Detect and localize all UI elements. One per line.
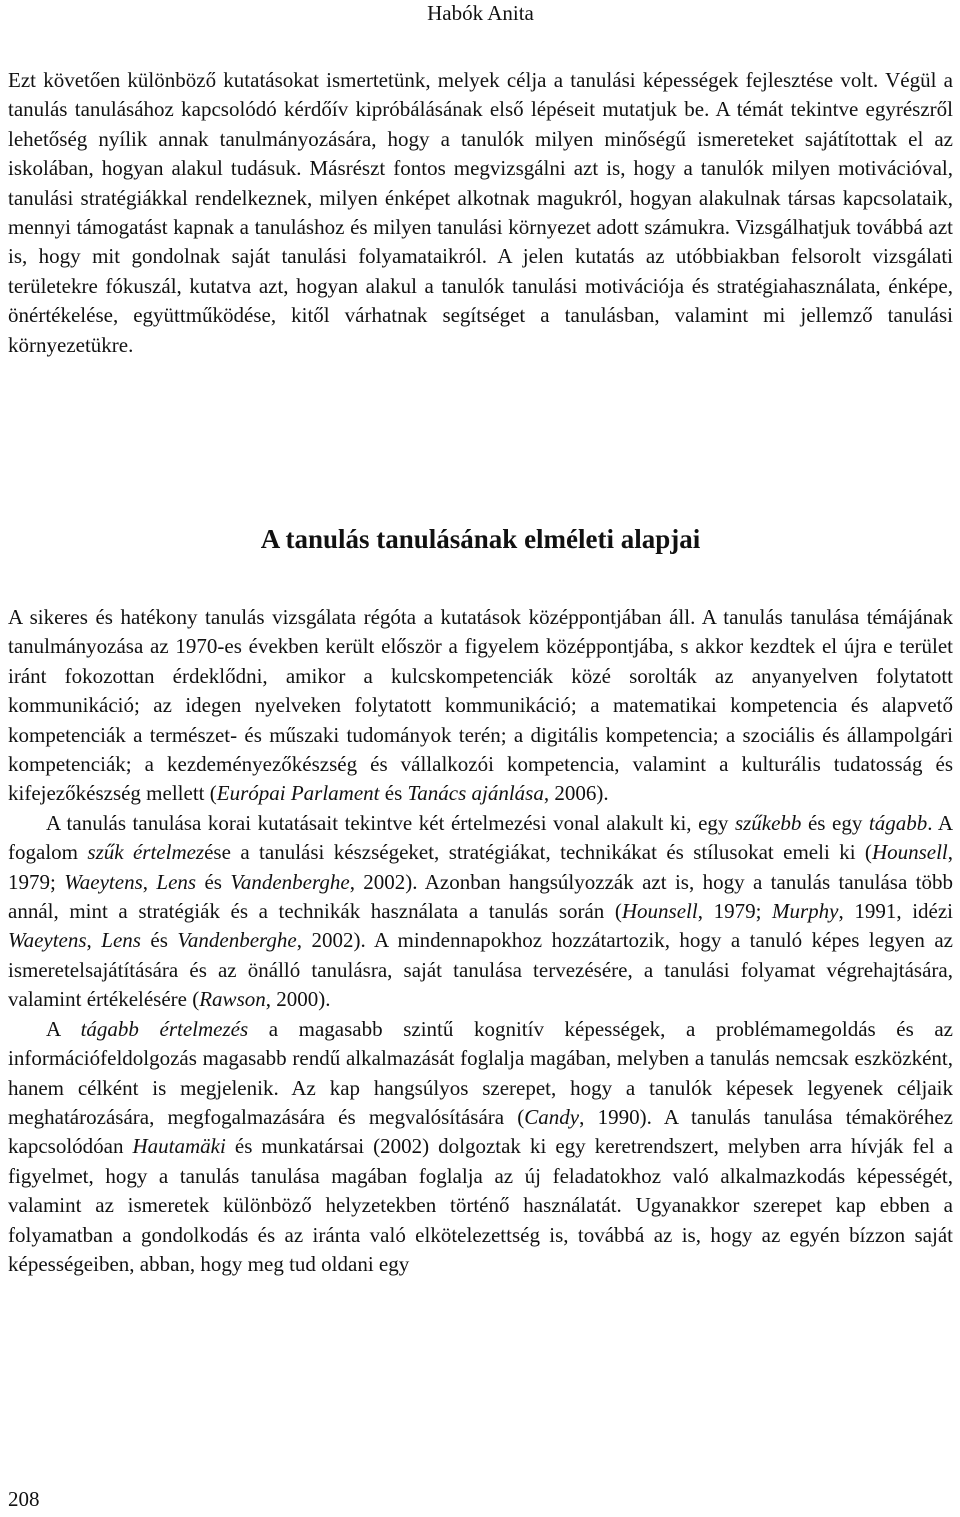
citation: Candy <box>524 1104 580 1129</box>
citation: Rawson <box>199 987 266 1012</box>
citation: Waeytens <box>64 869 143 894</box>
document-page <box>8 0 953 1517</box>
intro-text <box>8 66 953 360</box>
citation: Tanács ajánlása <box>407 781 544 806</box>
citation: Waeytens <box>8 928 87 953</box>
citation: Hounsell <box>621 899 698 924</box>
section-body <box>8 603 953 1279</box>
citation: Murphy <box>772 899 839 924</box>
citation: Európai Parlament <box>216 781 380 806</box>
page-number: 208 <box>8 1487 40 1511</box>
section-heading: A tanulás tanulásának elméleti alapjai <box>260 524 701 554</box>
citation: Lens <box>101 928 141 953</box>
paragraph-3: A tágabb értelmezés a magasabb szintű kognitív képességek, a problémamegoldás és az információfeldolgozás magasabb rendű alkalmazását foglalja magában, melyben a tanulás nemcsak eszközként, hanem célként is megjelenik. Az kap hangsúlyos szerepet, hogy a tanulók képesek legyenek céljaik meghatározására, megfogalmazására és megvalósítására (Candy, 1990). A tanulás tanulása témaköréhez kapcsolódóan Hautamäki és munkatársai (2002) dolgoztak ki egy keretrendszert, melyben arra hívják fel a figyelmet, hogy a tanulás tanulása magában foglalja az új feladatokhoz való alkalmazkodás képességét, valamint az ismeretek különböző helyzetekben történő használatát. Ugyanakkor szerepet kap ebben a folyamatban a gondolkodás és az iránta való elkötelezettség is, továbbá az is, hogy az egyén bízzon saját képességeiben, abban, hogy meg tud oldani egy <box>8 1016 953 1276</box>
running-header: Habók Anita <box>427 1 534 25</box>
paragraph-2: A tanulás tanulása korai kutatásait tekintve két értelmezési vonal alakult ki, egy szűkebb és egy tágabb. A fogalom szűk értelmezése a tanulási készségeket, stratégiákat, technikákat és stílusokat emeli ki (Hounsell, 1979; Waeytens, Lens és Vandenberghe, 2002). Azonban hangsúlyozzák azt is, hogy a tanulás tanulása több annál, mint a stratégiák és a technikák használata a tanulás során (Hounsell, 1979; Murphy, 1991, idézi Waeytens, Lens és Vandenberghe, 2002). A mindennapokhoz hozzátartozik, hogy a tanuló képes legyen az ismeretelsajátítására és az önálló tanulásra, saját tanulása tervezésére, a tanulási folyamat végrehajtására, valamint értékelésére (Rawson, 2000). <box>8 810 954 1012</box>
citation: Hautamäki <box>132 1134 226 1159</box>
intro-paragraph: Ezt követően különböző kutatásokat ismertetünk, melyek célja a tanulási képességek fejlesztése volt. Végül a tanulás tanulásához kapcsolódó kérdőív kipróbálásának első lépéseit mutatjuk be. A témát tekintve egyrészről lehetőség nyílik annak tanulmányozására, hogy a tanulók milyen minőségű ismereteket sajátítottak el az iskolában, hogyan alakul tudásuk. Másrészt fontos megvizsgálni azt is, hogy a tanulók milyen motivációval, tanulási stratégiákkal rendelkeznek, milyen énképet alkotnak magukról, hogyan alakulnak társas kapcsolataik, mennyi támogatást kapnak a tanuláshoz és milyen tanulási környezet adott számukra. Vizsgálhatjuk továbbá azt is, hogy mit gondolnak saját tanulási folyamataikról. A jelen kutatás az utóbbiakban felsorolt vizsgálati területekre fókuszál, kutatva azt, hogyan alakul a tanulók tanulási motivációja és stratégiahasználata, énképe, önértékelése, együttműködése, kitől várhatnak segítséget a tanulásban, valamint mi jellemző tanulási környezetükre. <box>8 68 953 357</box>
citation: Vandenberghe <box>230 869 350 894</box>
citation: Hounsell <box>871 840 948 865</box>
citation: Vandenberghe <box>177 928 297 953</box>
citation: Lens <box>156 869 197 894</box>
paragraph-1: A sikeres és hatékony tanulás vizsgálata régóta a kutatások középpontjában áll. A tanulás tanulása témájának tanulmányozása az 1970-es években került először a figyelem középpontjába, s akkor kezdtek el újra e terület iránt fokozottan érdeklődni, amikor a kulcskompetenciák közé sorolták az anyanyelven folytatott kommunikáció; az idegen nyelveken folytatott kommunikáció; a matematikai kompetencia és alapvető kompetenciák a természet- és műszaki tudományok terén; a digitális kompetencia; a szociális és állampolgári kompetenciák; a kezdeményezőkészség és vállalkozói kompetencia, valamint a kulturális tudatosság és kifejezőkészség mellett (Európai Parlament és Tanács ajánlása, 2006). <box>8 605 953 806</box>
